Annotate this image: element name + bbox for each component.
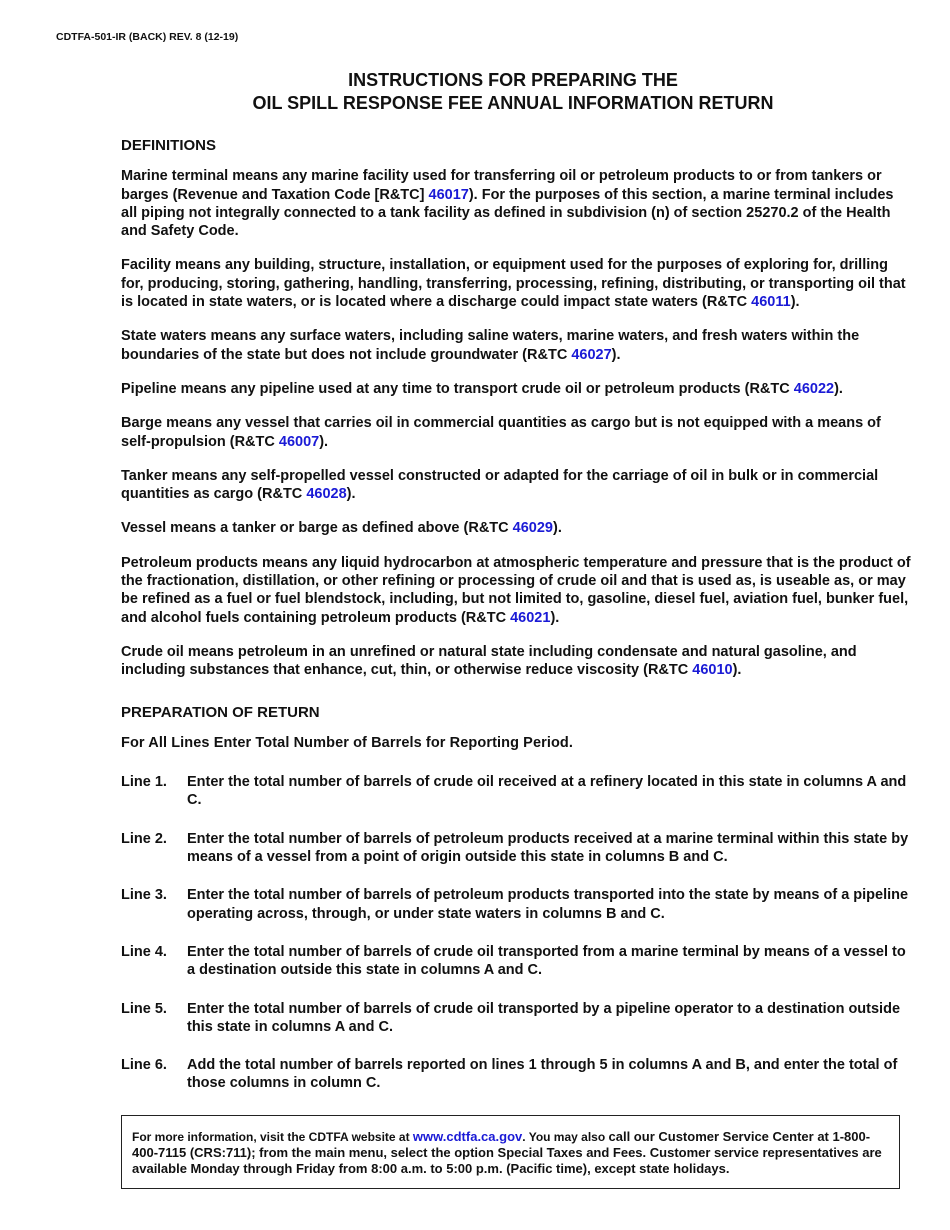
- definition-marine-terminal: Marine terminal means any marine facility used for transferring oil or petroleum products to or from tankers or barges (Revenue and Taxation Code [R&TC] 46017). For the purposes of this section, a marine terminal includes all piping not integrally connected to a tank facility as defined in subdivision (n) of section 25270.2 of the Health and Safety Code.: [121, 168, 894, 240]
- page-title: [0, 69, 950, 115]
- rtc-link[interactable]: 46021: [510, 609, 551, 626]
- line-instruction: [121, 1056, 911, 1093]
- form-id: CDTFA-501-IR (BACK) REV. 8 (12-19): [56, 31, 239, 43]
- title-line-1: INSTRUCTIONS FOR PREPARING THE: [348, 70, 678, 90]
- rtc-link[interactable]: 46027: [571, 346, 612, 363]
- line-label: Line 6.: [121, 1057, 167, 1074]
- rtc-link[interactable]: 46022: [793, 380, 835, 397]
- website-link[interactable]: www.cdtfa.ca.gov: [412, 1129, 523, 1144]
- line-text: Enter the total number of barrels of crude oil received at a refinery located in this state in columns A and C.: [187, 774, 907, 809]
- info-box: For more information, visit the CDTFA website at www.cdtfa.ca.gov. You may also call our Customer Service Center at 1-800-400-7115 (CRS:711); from the main menu, select the option Special Taxes and Fees. Customer service representatives are available Monday through Friday from 8:00 a.m. to 5:00 p.m. (Pacific time), except state holidays.: [121, 1115, 900, 1189]
- rtc-link[interactable]: 46017: [428, 186, 469, 203]
- preparation-heading: PREPARATION OF RETURN: [121, 703, 320, 721]
- line-label: Line 4.: [121, 943, 167, 960]
- line-instruction: [121, 886, 911, 923]
- line-label: Line 2.: [121, 830, 167, 847]
- line-instruction: [121, 773, 911, 810]
- line-text: Add the total number of barrels reported on lines 1 through 5 in columns A and B, and enter the total of those columns in column C.: [187, 1057, 898, 1092]
- line-text: Enter the total number of barrels of petroleum products received at a marine terminal within this state by means of a vessel from a point of origin outside this state in columns B and C.: [187, 830, 909, 866]
- definition-petroleum-products: Petroleum products means any liquid hydrocarbon at atmospheric temperature and pressure that is the product of the fractionation, distillation, or other refining or processing of crude oil and that is used as, is useable as, or may be refined as a fuel or fuel blendstock, including, but not limited to, gasoline, diesel fuel, aviation fuel, bunker fuel, and alcohol fuels containing petroleum products (R&TC 46021).: [121, 554, 911, 626]
- line-text: Enter the total number of barrels of crude oil transported from a marine terminal by means of a vessel to a destination outside this state in columns A and C.: [187, 943, 906, 979]
- definition-state-waters: State waters means any surface waters, including saline waters, marine waters, and fresh waters within the boundaries of the state but does not include groundwater (R&TC 46027).: [121, 328, 860, 363]
- rtc-link[interactable]: 46011: [751, 294, 791, 311]
- line-instruction: [121, 1000, 911, 1037]
- line-label: Line 3.: [121, 887, 167, 904]
- title-line-2: OIL SPILL RESPONSE FEE ANNUAL INFORMATION RETURN: [252, 93, 774, 113]
- definitions-heading: DEFINITIONS: [121, 137, 217, 154]
- line-text: Enter the total number of barrels of crude oil transported by a pipeline operator to a destination outside this state in columns A and C.: [187, 1000, 901, 1035]
- definition-crude-oil: Crude oil means petroleum in an unrefined or natural state including condensate and natural gasoline, and including substances that enhance, cut, thin, or otherwise reduce viscosity (R&TC 46010).: [121, 643, 857, 679]
- rtc-link[interactable]: 46029: [512, 520, 553, 537]
- line-text: Enter the total number of barrels of petroleum products transported into the state by means of a pipeline operating across, through, or under state waters in columns B and C.: [187, 887, 909, 922]
- rtc-link[interactable]: 46007: [278, 433, 320, 450]
- rtc-link[interactable]: 46028: [306, 486, 347, 503]
- definition-facility: Facility means any building, structure, installation, or equipment used for the purposes of exploring for, drilling for, producing, storing, gathering, handling, transferring, processing, refining, distributing, or transporting oil that is located in state waters, or is located where a discharge could impact state waters (R&TC 46011).: [121, 257, 906, 311]
- definition-barge: Barge means any vessel that carries oil in commercial quantities as cargo but is not equipped with a means of self-propulsion (R&TC 46007).: [121, 415, 881, 450]
- rtc-link[interactable]: 46010: [692, 662, 733, 679]
- definition-pipeline: Pipeline means any pipeline used at any time to transport crude oil or petroleum products (R&TC 46022).: [121, 380, 843, 397]
- definition-vessel: Vessel means a tanker or barge as defined above (R&TC 46029).: [121, 520, 562, 537]
- line-instruction: [121, 943, 911, 980]
- line-label: Line 5.: [121, 1000, 167, 1017]
- line-instruction: [121, 830, 911, 867]
- preparation-subheading: For All Lines Enter Total Number of Barrels for Reporting Period.: [121, 734, 574, 751]
- instructions-content: [121, 137, 911, 1113]
- definition-tanker: Tanker means any self-propelled vessel constructed or adapted for the carriage of oil in bulk or in commercial quantities as cargo (R&TC 46028).: [121, 467, 879, 503]
- line-label: Line 1.: [121, 774, 167, 791]
